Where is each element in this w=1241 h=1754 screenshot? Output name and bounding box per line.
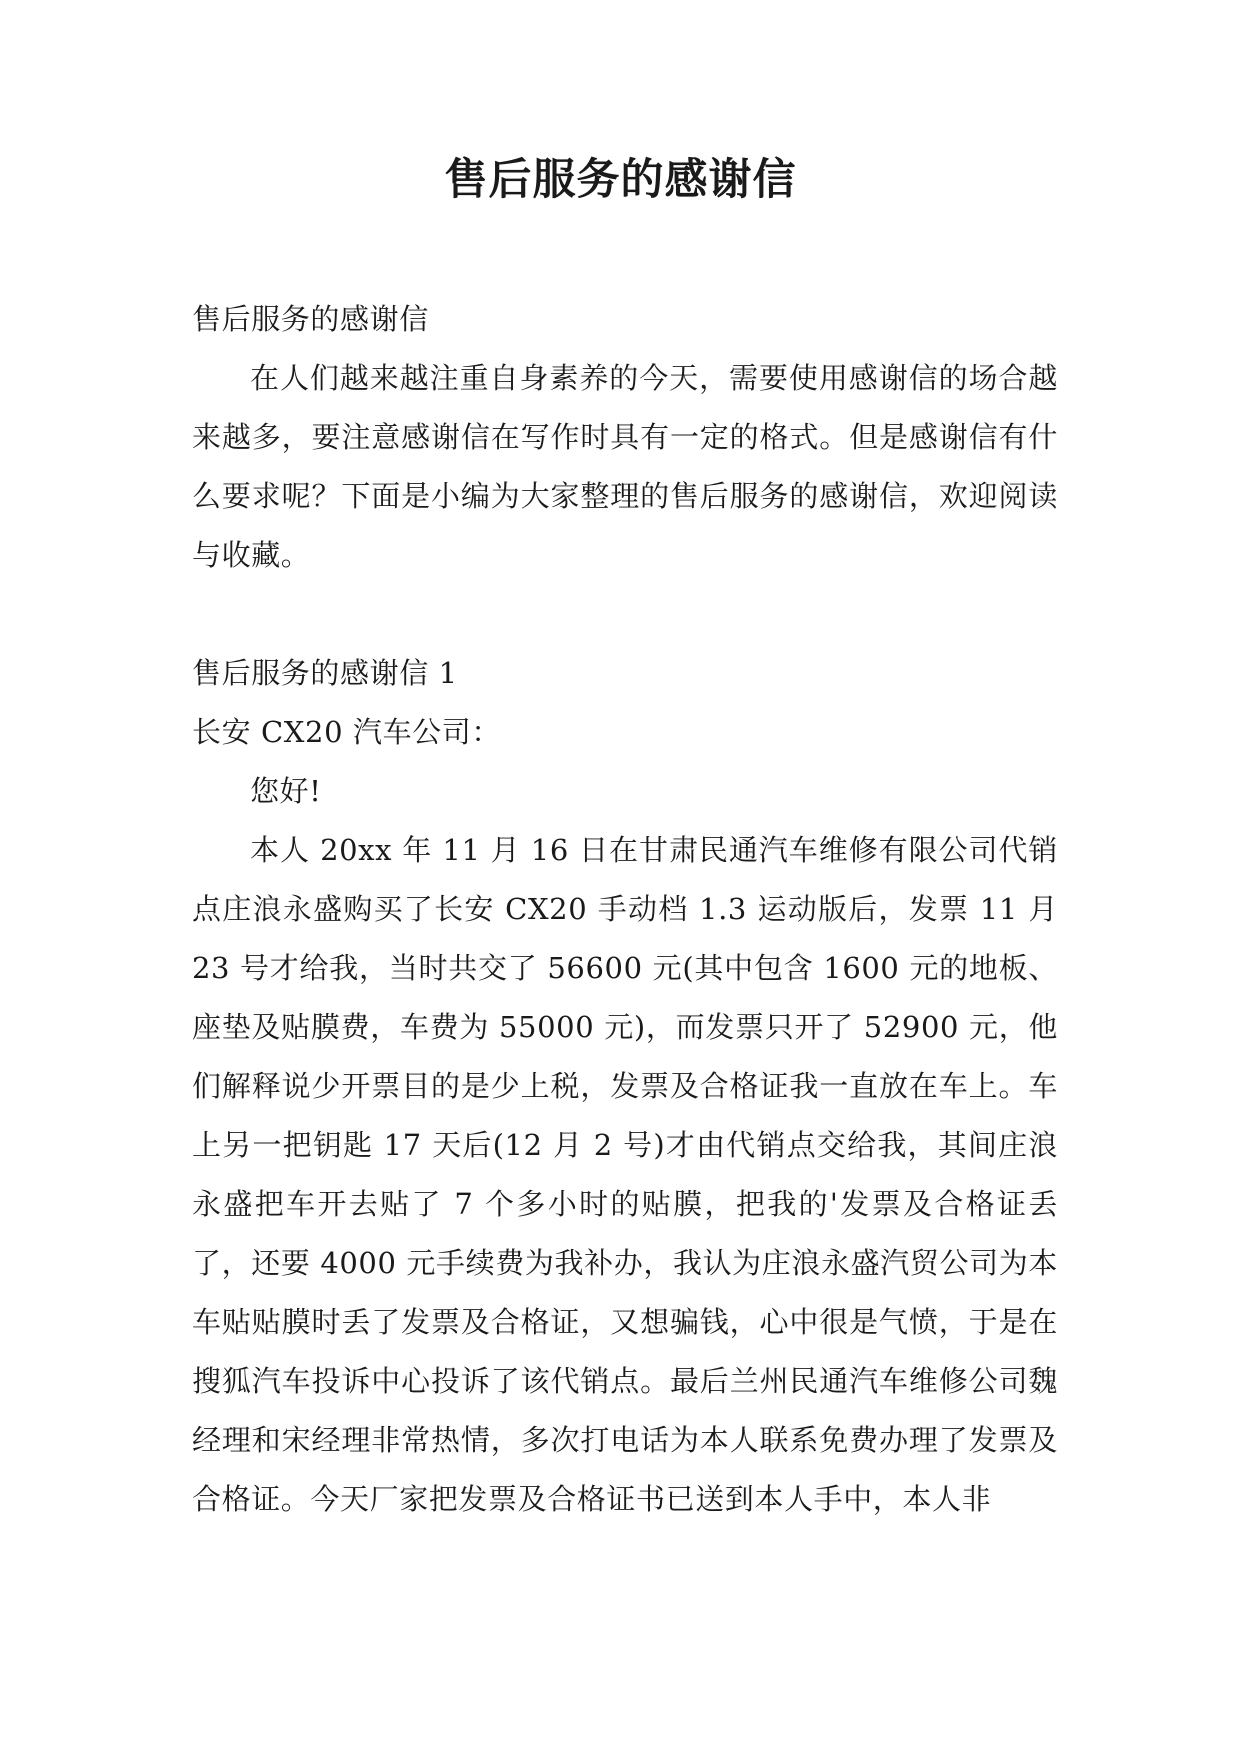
intro-paragraph: 在人们越来越注重自身素养的今天，需要使用感谢信的场合越来越多，要注意感谢信在写作时具有一定的格式。但是感谢信有什么要求呢？下面是小编为大家整理的售后服务的感谢信，欢迎阅读与收藏。 [192, 361, 1058, 572]
page-title: 售后服务的感谢信 [444, 155, 797, 205]
salutation: 长安 CX20 汽车公司： [192, 715, 501, 749]
greeting: 您好! [250, 774, 322, 808]
document-body [192, 290, 1058, 1529]
subheading: 售后服务的感谢信 [192, 302, 429, 336]
body-paragraph: 本人 20xx 年 11 月 16 日在甘肃民通汽车维修有限公司代销点庄浪永盛购买了长安 CX20 手动档 1.3 运动版后，发票 11 月 23 号才给我，当时共交了 56600 元(其中包含 1600 元的地板、座垫及贴膜费，车费为 55000 元)，而发票只开了 52900 元，他们解释说少开票目的是少上税，发票及合格证我一直放在车上。车上另一把钥匙 17 天后(12 月 2 号)才由代销点交给我，其间庄浪永盛把车开去贴了 7 个多小时的贴膜，把我的'发票及合格证丢了，还要 4000 元手续费为我补办，我认为庄浪永盛汽贸公司为本车贴贴膜时丢了发票及合格证，又想骗钱，心中很是气愤，于是在搜狐汽车投诉中心投诉了该代销点。最后兰州民通汽车维修公司魏经理和宋经理非常热情，多次打电话为本人联系免费办理了发票及合格证。今天厂家把发票及合格证书已送到本人手中，本人非 [192, 833, 1058, 1516]
section-heading: 售后服务的感谢信 1 [192, 656, 458, 690]
